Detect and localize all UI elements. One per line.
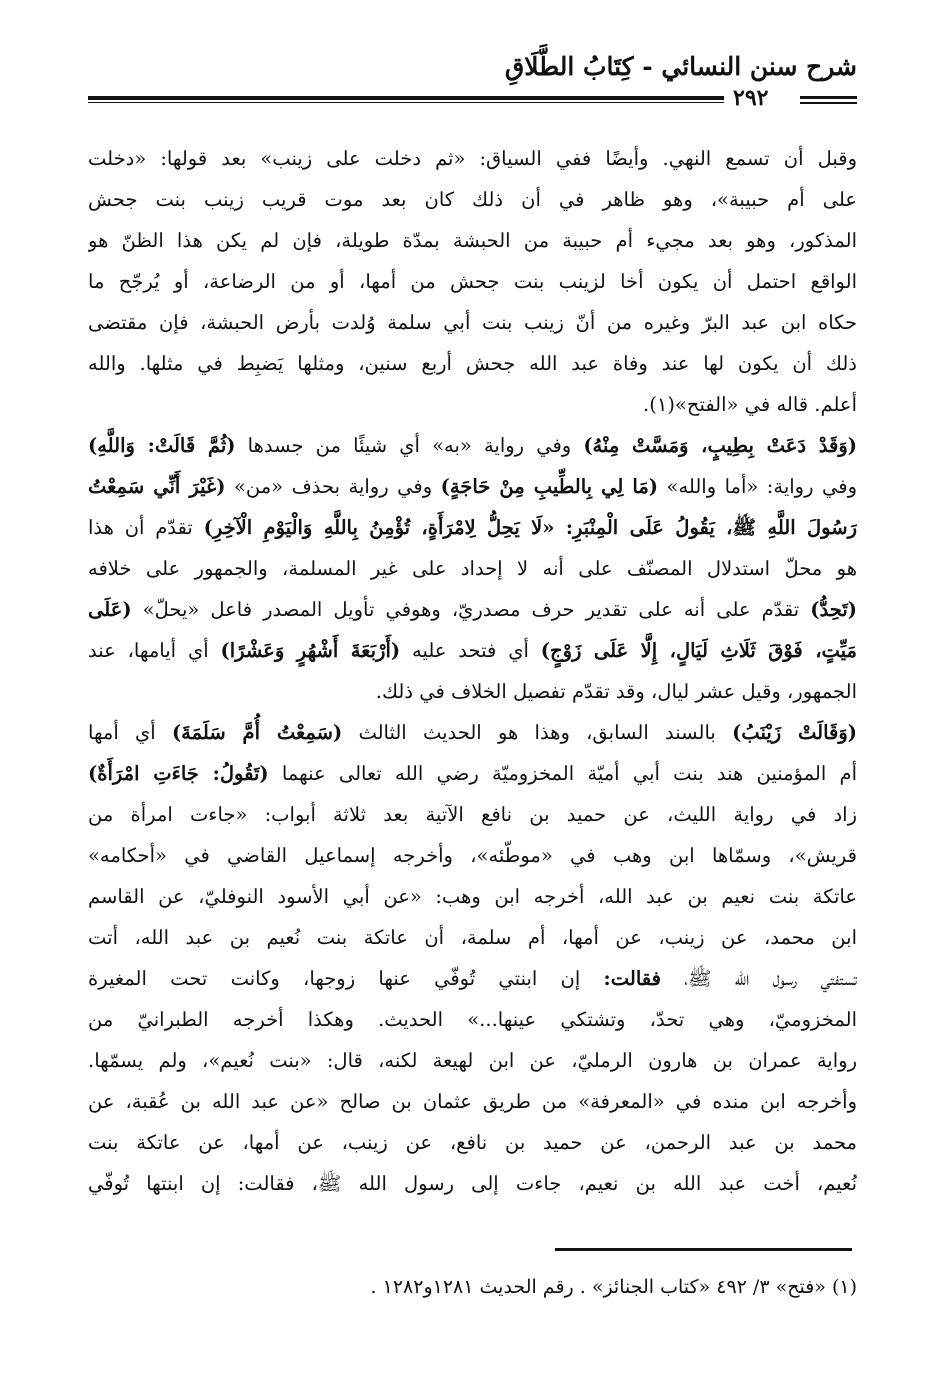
text-line xyxy=(88,1122,857,1163)
hadith-text-segment: (ثُمَّ قَالَتْ: وَاللَّهِ) xyxy=(88,434,236,457)
header-rule xyxy=(88,96,724,100)
commentary-segment: أي فتحد عليه xyxy=(400,639,541,662)
hadith-text-segment: (تَحِدُّ) xyxy=(810,598,857,621)
commentary-segment: هو محلّ استدلال المصنّف على أنه لا إحداد على غير المسلمة، والجمهور على خلافه xyxy=(88,557,857,580)
text-line xyxy=(88,712,857,753)
text-line xyxy=(88,753,857,794)
hadith-text-segment: (مَا لِي بِالطِّيبِ مِنْ حَاجَةٍ) xyxy=(440,475,659,498)
commentary-segment: أي أمها xyxy=(88,721,172,744)
text-line xyxy=(88,384,857,425)
commentary-segment: محمد بن عبد الرحمن، عن حميد بن نافع، عن زينب، عن أمها، عن عاتكة بنت xyxy=(88,1131,857,1154)
book-title: شرح سنن النسائي - كِتَابُ الطَّلَاقِ xyxy=(504,52,857,81)
text-line xyxy=(88,261,857,302)
hadith-text-segment: (وَقَدْ دَعَتْ بِطِيبٍ، وَمَسَّتْ مِنْهُ) xyxy=(583,434,857,457)
commentary-segment: وقبل أن تسمع النهي. وأيضًا ففي السياق: «ثم دخلت على زينب» بعد قولها: «دخلت xyxy=(88,147,857,170)
text-line xyxy=(88,876,857,917)
text-line xyxy=(88,1081,857,1122)
text-line xyxy=(88,1040,857,1081)
text-line xyxy=(88,835,857,876)
text-line xyxy=(88,507,857,548)
commentary-segment: نُعيم، أخت عبد الله بن نعيم، جاءت إلى رسول الله ﷺ، فقالت: إن ابنتها تُوفّي xyxy=(88,1172,857,1195)
text-line xyxy=(88,794,857,835)
commentary-segment: بالسند السابق، وهذا هو الحديث الثالث xyxy=(342,721,733,744)
hadith-text-segment: رَسُولَ اللَّهِ ﷺ، يَقُولُ عَلَى الْمِنْبَرِ: «لَا يَحِلُّ لِامْرَأَةٍ، تُؤْمِنُ بِاللَّهِ وَالْيَوْمِ الْآخِرِ) xyxy=(203,516,857,539)
text-line xyxy=(88,589,857,630)
commentary-segment: تقدّم على أنه على تقدير حرف مصدريّ، وهوفي تأويل المصدر فاعل «يحلّ» xyxy=(131,598,811,621)
commentary-segment: تستفتي رسول الله ﷺ، xyxy=(660,967,857,990)
commentary-segment: على أم حبيبة»، وهو ظاهر في أن ذلك كان بعد موت قريب زينب بنت جحش xyxy=(88,188,857,211)
text-line xyxy=(88,179,857,220)
hadith-text-segment: (غَيْرَ أَنِّي سَمِعْتُ xyxy=(88,475,226,498)
commentary-segment: قريش»، وسمّاها ابن وهب في «موطّئه»، وأخرجه إسماعيل القاضي في «أحكامه» xyxy=(88,844,857,867)
hadith-text-segment: (سَمِعْتُ أُمَّ سَلَمَةَ) xyxy=(171,721,343,744)
commentary-segment: وفي رواية «به» أي شيئًا من جسدها xyxy=(235,434,584,457)
hadith-text-segment: (عَلَى xyxy=(88,598,132,621)
body-text xyxy=(88,138,857,1204)
hadith-text-segment: (تَقُولُ: جَاءَتِ امْرَأَةٌ) xyxy=(88,762,269,785)
page-number: ٢٩٢ xyxy=(733,85,769,111)
commentary-segment: الواقع احتمل أن يكون أخا لزينب بنت جحش من أمها، أو من الرضاعة، أو يُرجّح ما xyxy=(88,270,857,293)
text-line xyxy=(88,630,857,671)
hadith-text-segment: (أَرْبَعَةَ أَشْهُرٍ وَعَشْرًا) xyxy=(220,639,401,662)
text-line xyxy=(88,999,857,1040)
commentary-segment: المذكور، وهو بعد مجيء أم حبيبة من الحبشة بمدّة طويلة، فإن لم يكن هذا الظنّ هو xyxy=(88,229,857,252)
text-line xyxy=(88,343,857,384)
commentary-segment: عاتكة بنت نعيم بن عبد الله، أخرجه ابن وهب: «عن أبي الأسود النوفليّ، عن القاسم xyxy=(88,885,857,908)
text-line xyxy=(88,917,857,958)
footnote-separator xyxy=(555,1248,852,1251)
commentary-segment: وفي رواية بحذف «من» xyxy=(225,475,441,498)
commentary-segment: المخزوميّ، وهي تحدّ، وتشتكي عينها...» الحديث. وهكذا أخرجه الطبرانيّ من xyxy=(88,1008,857,1031)
commentary-segment: أم المؤمنين هند بنت أبي أميّة المخزوميّة رضي الله تعالى عنهما xyxy=(268,762,857,785)
text-line xyxy=(88,466,857,507)
text-line xyxy=(88,671,857,712)
text-line xyxy=(88,958,857,999)
commentary-segment: ذلك أن يكون لها عند وفاة عبد الله جحش أربع سنين، ومثلها يَضبِط في مثلها. والله xyxy=(88,352,857,375)
text-line xyxy=(88,548,857,589)
commentary-segment: الجمهور، وقيل عشر ليال، وقد تقدّم تفصيل الخلاف في ذلك. xyxy=(375,680,857,703)
commentary-segment: وفي رواية: «أما والله» xyxy=(658,475,857,498)
commentary-segment: حكاه ابن عبد البرّ وغيره من أنّ زينب بنت أبي سلمة وُلدت بأرض الحبشة، فإن مقتضى xyxy=(88,311,857,334)
commentary-segment: تقدّم أن هذا xyxy=(88,516,204,539)
text-line xyxy=(88,425,857,466)
hadith-text-segment: فقالت: xyxy=(603,967,661,990)
commentary-segment: رواية عمران بن هارون الرمليّ، عن ابن لهيعة لكنه، قال: «بنت نُعيم»، ولم يسمّها. xyxy=(88,1049,857,1072)
text-line xyxy=(88,138,857,179)
text-line xyxy=(88,302,857,343)
commentary-segment: إن ابنتي تُوفّي عنها زوجها، وكانت تحت المغيرة xyxy=(88,967,604,990)
commentary-segment: أعلم. قاله في «الفتح»(١). xyxy=(643,393,857,416)
text-line xyxy=(88,1163,857,1204)
commentary-segment: ابن محمد، عن زينب، عن أمها، أم سلمة، أن عاتكة بنت نُعيم بن عبد الله، أتت xyxy=(88,926,857,949)
hadith-text-segment: مَيِّتٍ، فَوْقَ ثَلَاثِ لَيَالٍ، إِلَّا عَلَى زَوْجٍ) xyxy=(540,639,857,662)
footnote: (١) «فتح» ٣/ ٤٩٢ «كتاب الجنائز» . رقم الحديث ١٢٨١و١٢٨٢ . xyxy=(370,1276,857,1298)
header-rule-short xyxy=(800,96,857,99)
text-line xyxy=(88,220,857,261)
commentary-segment: وأخرجه ابن منده في «المعرفة» من طريق عثمان بن صالح «عن عبد الله بن عُقبة، عن xyxy=(88,1090,857,1113)
hadith-text-segment: (وَقَالَتْ زَيْنَبُ) xyxy=(732,721,857,744)
commentary-segment: أي أيامها، عند xyxy=(88,639,221,662)
commentary-segment: زاد في رواية الليث، عن حميد بن نافع الآتية بعد ثلاثة أبواب: «جاءت امرأة من xyxy=(88,803,857,826)
